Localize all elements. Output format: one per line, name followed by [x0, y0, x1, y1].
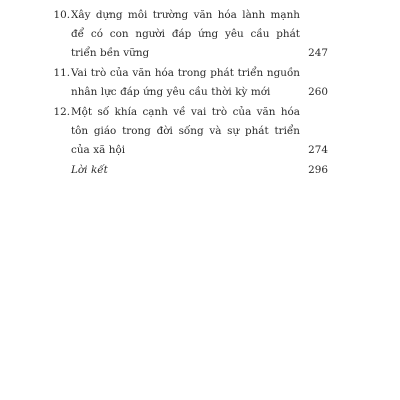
toc-entry-closing: [62, 161, 328, 180]
toc-entry-12: [53, 103, 328, 160]
toc-entry-number: 10.: [53, 9, 70, 21]
toc-entry-title: Vai trò của văn hóa trong phát triển nguồn nhân lực đáp ứng yêu cầu thời kỳ mới: [71, 67, 300, 98]
toc-entry-10: [53, 6, 328, 63]
table-of-contents: [53, 6, 328, 181]
toc-entry-number: 11.: [53, 67, 70, 79]
toc-entry-page: 260: [308, 86, 328, 98]
toc-closing-title: Lời kết: [71, 164, 108, 176]
toc-entry-page: 247: [308, 47, 328, 59]
toc-entry-number: 12.: [53, 106, 70, 118]
toc-entry-title: Xây dựng môi trường văn hóa lành mạnh để có con người đáp ứng yêu cầu phát triển bền vững: [71, 9, 300, 59]
toc-entry-title: Một số khía cạnh về vai trò của văn hóa tôn giáo trong đời sống và sự phát triển của xã hội: [71, 106, 300, 156]
toc-entry-page: 296: [308, 164, 328, 176]
toc-entry-page: 274: [308, 144, 328, 156]
toc-entry-11: [53, 64, 328, 102]
